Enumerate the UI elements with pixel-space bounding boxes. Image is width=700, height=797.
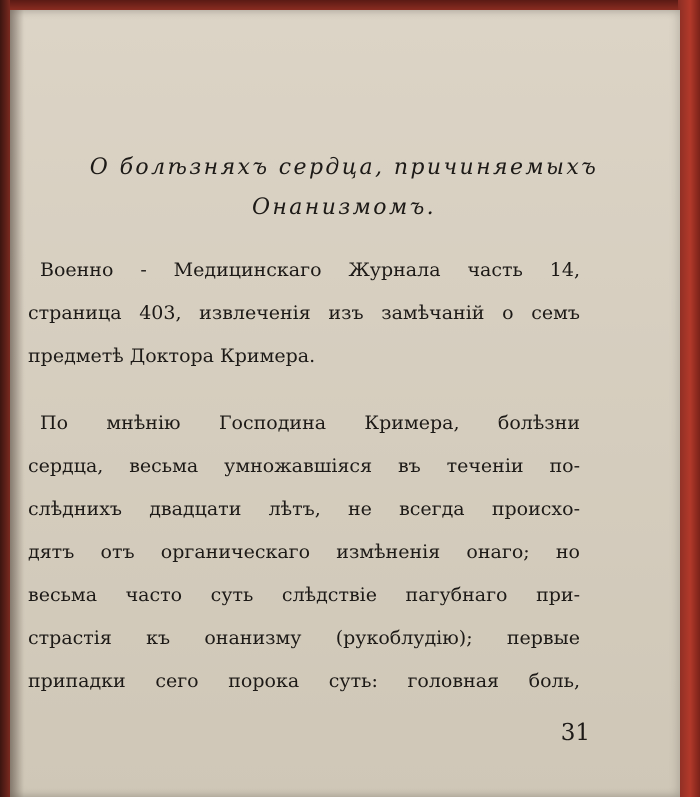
book-cover-left-edge: [0, 0, 10, 797]
paragraph2-line-1: По мнѣнію Господина Кримера, болѣзни: [40, 412, 580, 434]
paragraph1-line-3: предметѣ Доктора Кримера.: [28, 345, 316, 367]
paragraph2-line-3: слѣднихъ двадцати лѣтъ, не всегда происхо-: [28, 498, 580, 520]
book-page: [10, 10, 680, 797]
book-cover-right-edge: [678, 0, 700, 797]
chapter-heading-line-2: Онанизмомъ.: [251, 195, 437, 220]
paragraph2-line-5: весьма часто суть слѣдствіе пагубнаго при-: [28, 584, 580, 606]
chapter-heading-line-1: О болѣзняхъ сердца, причиняемыхъ: [89, 155, 599, 180]
paragraph2-line-4: дятъ отъ органическаго измѣненія онаго; но: [28, 541, 580, 563]
paragraph1-line-2: страница 403, извлеченія изъ замѣчаній о семъ: [28, 302, 580, 324]
paragraph2-line-7: припадки сего порока суть: головная боль,: [28, 670, 580, 692]
paragraph2-line-6: страстія къ онанизму (рукоблудію); первые: [28, 627, 580, 649]
paragraph1-line-1: Военно - Медицинскаго Журнала часть 14,: [40, 259, 580, 281]
page-gutter-shadow: [10, 10, 24, 797]
paragraph2-line-2: сердца, весьма умножавшіяся въ теченіи по-: [28, 455, 580, 477]
page-number: 31: [560, 720, 590, 746]
